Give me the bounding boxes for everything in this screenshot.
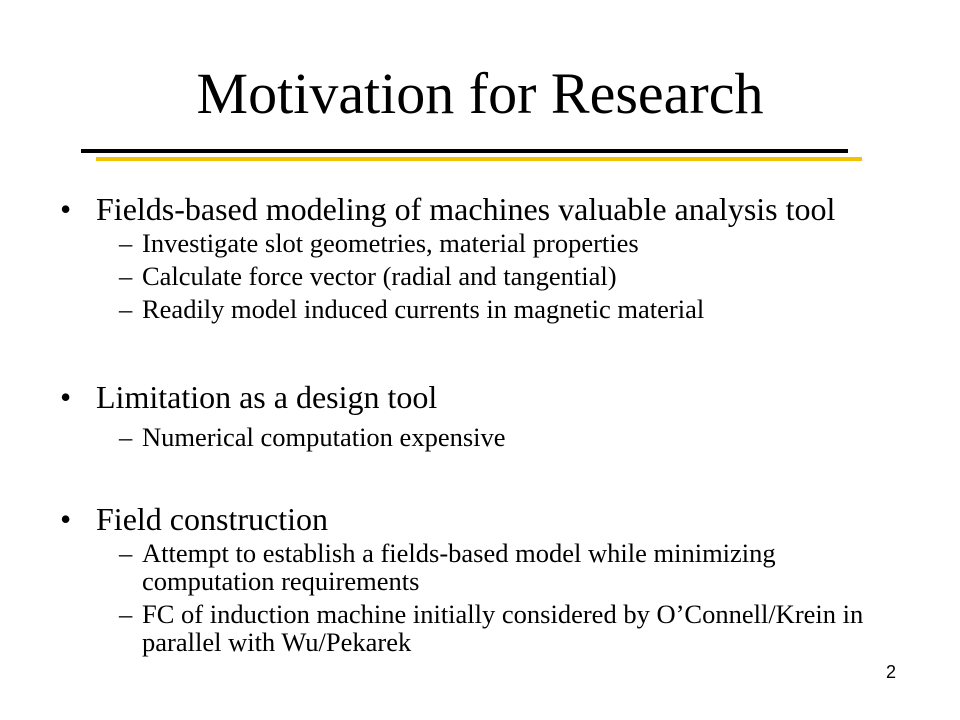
sub-text: Calculate force vector (radial and tangential) (142, 261, 617, 291)
title-rule-dark (81, 149, 848, 153)
sub-item (0, 539, 960, 595)
sub-list (0, 539, 960, 656)
bullet-line (0, 499, 960, 539)
dash-marker: – (119, 261, 133, 291)
bullet-line (0, 377, 960, 417)
sub-item (0, 600, 960, 656)
bullet-marker: • (60, 191, 72, 227)
page-number: 2 (886, 662, 897, 682)
title-rule-accent (96, 157, 862, 161)
sub-text: Numerical computation expensive (142, 422, 506, 452)
sub-text: Attempt to establish a fields-based model while minimizing computation requirements (142, 538, 776, 596)
bullet-line (0, 189, 960, 229)
sub-list (0, 229, 960, 323)
bullet-marker: • (60, 379, 72, 415)
sub-text: FC of induction machine initially considered by O’Connell/Krein in parallel with Wu/Pekarek (142, 599, 864, 657)
bullet-item (0, 377, 960, 451)
sub-item (0, 229, 960, 257)
bullet-text: Fields-based modeling of machines valuable analysis tool (96, 191, 836, 227)
slide-title: Motivation for Research (196, 61, 764, 126)
sub-item (0, 423, 960, 451)
bullet-text: Field construction (96, 501, 328, 537)
dash-marker: – (119, 538, 133, 568)
dash-marker: – (119, 294, 133, 324)
bullet-text: Limitation as a design tool (96, 379, 438, 415)
dash-marker: – (119, 228, 133, 258)
dash-marker: – (119, 599, 133, 629)
sub-text: Readily model induced currents in magnetic material (142, 294, 705, 324)
bullet-item (0, 499, 960, 656)
sub-text: Investigate slot geometries, material properties (142, 228, 639, 258)
sub-list (0, 423, 960, 451)
bullet-marker: • (60, 501, 72, 537)
sub-item (0, 262, 960, 290)
dash-marker: – (119, 422, 133, 452)
bullet-item (0, 189, 960, 323)
sub-item (0, 295, 960, 323)
